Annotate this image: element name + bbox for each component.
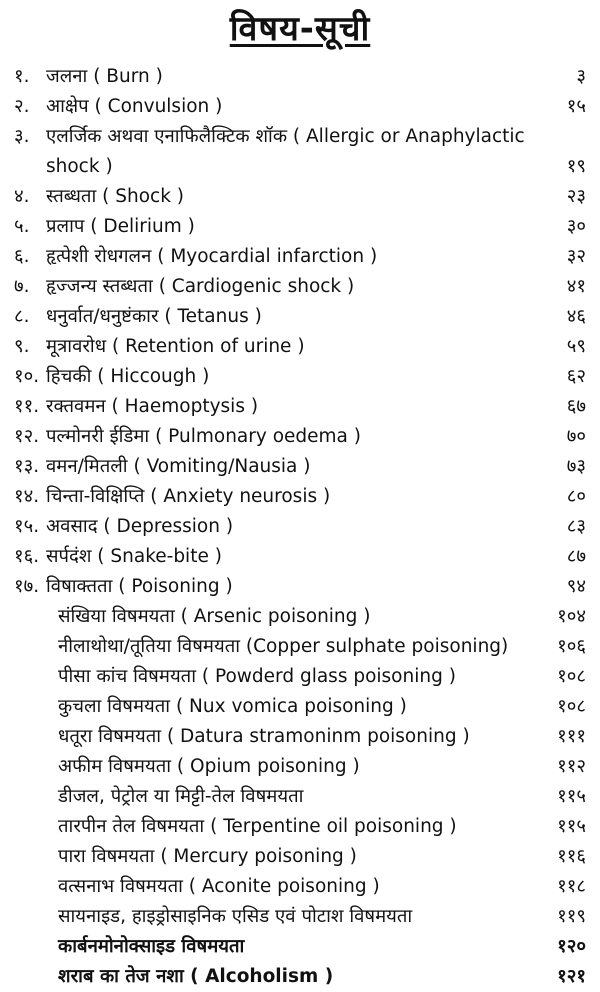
toc-sub-entry xyxy=(0,902,600,932)
sub-entry-title: सायनाइड, हाइड्रोसाइनिक एसिड एवं पोटाश विषमयता xyxy=(58,906,413,927)
entry-number: ४. xyxy=(14,186,30,207)
entry-page-number: ३ xyxy=(576,66,586,87)
sub-entry-title: अफीम विषमयता ( Opium poisoning ) xyxy=(58,756,360,777)
entry-title: स्तब्धता ( Shock ) xyxy=(46,186,185,207)
toc-entry xyxy=(0,242,600,272)
entry-title: धनुर्वात/धनुष्टंकार ( Tetanus ) xyxy=(46,306,262,327)
sub-entry-page-number: ११५ xyxy=(557,786,586,807)
entry-title: रक्तवमन ( Haemoptysis ) xyxy=(46,396,259,417)
sub-entry-title: वत्सनाभ विषमयता ( Aconite poisoning ) xyxy=(58,876,380,897)
entry-number: १७. xyxy=(14,576,40,597)
entry-page-number: ९४ xyxy=(566,576,586,597)
toc-entry xyxy=(0,332,600,362)
toc-entry xyxy=(0,302,600,332)
toc-sub-entry xyxy=(0,632,600,662)
entry-title: एलर्जिक अथवा एनाफिलैक्टिक शॉक ( Allergic or Anaphylactic shock ) xyxy=(46,126,525,177)
entry-title: आक्षेप ( Convulsion ) xyxy=(46,96,223,117)
entry-number: २. xyxy=(14,96,30,117)
table-of-contents xyxy=(0,62,600,992)
entry-page-number: ८० xyxy=(566,486,586,507)
sub-entry-title: पीसा कांच विषमयता ( Powderd glass poisoning ) xyxy=(58,666,456,687)
entry-page-number: १९ xyxy=(566,156,586,177)
entry-title: मूत्रावरोध ( Retention of urine ) xyxy=(46,336,305,357)
toc-sub-entry xyxy=(0,722,600,752)
toc-entry xyxy=(0,182,600,212)
sub-entry-title: पारा विषमयता ( Mercury poisoning ) xyxy=(58,846,357,867)
toc-sub-entry xyxy=(0,782,600,812)
toc-sub-entry xyxy=(0,842,600,872)
sub-entry-title: संखिया विषमयता ( Arsenic poisoning ) xyxy=(58,606,371,627)
toc-sub-entry xyxy=(0,872,600,902)
toc-entry xyxy=(0,572,600,602)
toc-entry xyxy=(0,452,600,482)
entry-number: १३. xyxy=(14,456,40,477)
entry-page-number: १५ xyxy=(566,96,586,117)
sub-entry-page-number: १२१ xyxy=(557,966,586,987)
entry-page-number: ५९ xyxy=(566,336,586,357)
entry-title: जलना ( Burn ) xyxy=(46,66,163,87)
entry-title: वमन/मितली ( Vomiting/Nausia ) xyxy=(46,456,311,477)
toc-entry xyxy=(0,392,600,422)
entry-number: १०. xyxy=(14,366,40,387)
entry-page-number: २३ xyxy=(566,186,586,207)
sub-entry-page-number: १०८ xyxy=(557,696,586,717)
toc-sub-entry xyxy=(0,692,600,722)
entry-number: १४. xyxy=(14,486,40,507)
entry-title: चिन्ता-विक्षिप्ति ( Anxiety neurosis ) xyxy=(46,486,331,507)
sub-entry-title: कार्बनमोनोक्साइड विषमयता xyxy=(58,936,245,957)
entry-page-number: ४१ xyxy=(566,276,586,297)
entry-number: ११. xyxy=(14,396,40,417)
entry-title: प्रलाप ( Delirium ) xyxy=(46,216,195,237)
entry-title: पल्मोनरी ईडिमा ( Pulmonary oedema ) xyxy=(46,426,361,447)
page-title: विषय-सूची xyxy=(229,9,371,49)
toc-sub-entry xyxy=(0,752,600,782)
entry-number: १. xyxy=(14,66,30,87)
toc-entry xyxy=(0,122,600,182)
sub-entry-page-number: ११६ xyxy=(557,846,586,867)
sub-entry-page-number: ११५ xyxy=(557,816,586,837)
entry-title: हृत्पेशी रोधगलन ( Myocardial infarction ) xyxy=(46,246,378,267)
sub-entry-page-number: १०८ xyxy=(557,666,586,687)
entry-title: हिचकी ( Hiccough ) xyxy=(46,366,210,387)
toc-sub-entry xyxy=(0,962,600,992)
sub-entry-page-number: १०६ xyxy=(557,636,586,657)
entry-number: ७. xyxy=(14,276,30,297)
toc-entry xyxy=(0,362,600,392)
toc-entry xyxy=(0,92,600,122)
entry-title: अवसाद ( Depression ) xyxy=(46,516,234,537)
toc-entry xyxy=(0,512,600,542)
entry-title: सर्पदंश ( Snake-bite ) xyxy=(46,546,222,567)
sub-entry-title: डीजल, पेट्रोल या मिट्टी-तेल विषमयता xyxy=(58,786,304,807)
toc-entry xyxy=(0,212,600,242)
entry-number: १६. xyxy=(14,546,40,567)
toc-entry xyxy=(0,542,600,572)
sub-entry-title: तारपीन तेल विषमयता ( Terpentine oil poisoning ) xyxy=(58,816,457,837)
toc-entry xyxy=(0,482,600,512)
sub-entry-page-number: १०४ xyxy=(557,606,586,627)
sub-entry-title: शराब का तेज नशा ( Alcoholism ) xyxy=(58,966,334,987)
sub-entry-page-number: ११९ xyxy=(557,906,586,927)
sub-entry-page-number: ११२ xyxy=(557,756,586,777)
entry-number: १५. xyxy=(14,516,40,537)
sub-entry-page-number: १२० xyxy=(557,936,586,957)
toc-entry xyxy=(0,422,600,452)
entry-page-number: ७३ xyxy=(566,456,586,477)
entry-number: ५. xyxy=(14,216,30,237)
sub-entry-title: नीलाथोथा/तूतिया विषमयता (Copper sulphate poisoning) xyxy=(58,636,509,657)
entry-page-number: ३२ xyxy=(566,246,586,267)
entry-page-number: ८३ xyxy=(566,516,586,537)
entry-number: ९. xyxy=(14,336,30,357)
entry-number: १२. xyxy=(14,426,40,447)
sub-entry-page-number: १११ xyxy=(557,726,586,747)
sub-entry-page-number: ११८ xyxy=(557,876,586,897)
entry-page-number: ४६ xyxy=(566,306,586,327)
entry-title: हृज्जन्य स्तब्धता ( Cardiogenic shock ) xyxy=(46,276,355,297)
entry-number: ८. xyxy=(14,306,30,327)
toc-sub-entry xyxy=(0,662,600,692)
entry-page-number: ६२ xyxy=(566,366,586,387)
entry-page-number: ३० xyxy=(566,216,586,237)
entry-page-number: ६७ xyxy=(566,396,586,417)
entry-page-number: ७० xyxy=(566,426,586,447)
toc-sub-entry xyxy=(0,812,600,842)
entry-number: ६. xyxy=(14,246,30,267)
toc-entry xyxy=(0,62,600,92)
entry-title: विषाक्तता ( Poisoning ) xyxy=(46,576,233,597)
toc-sub-entry xyxy=(0,932,600,962)
sub-entry-title: धतूरा विषमयता ( Datura stramoninm poisoning ) xyxy=(58,726,470,747)
toc-sub-entry xyxy=(0,602,600,632)
entry-number: ३. xyxy=(14,126,30,147)
toc-entry xyxy=(0,272,600,302)
entry-page-number: ८७ xyxy=(566,546,586,567)
sub-entry-title: कुचला विषमयता ( Nux vomica poisoning ) xyxy=(58,696,407,717)
